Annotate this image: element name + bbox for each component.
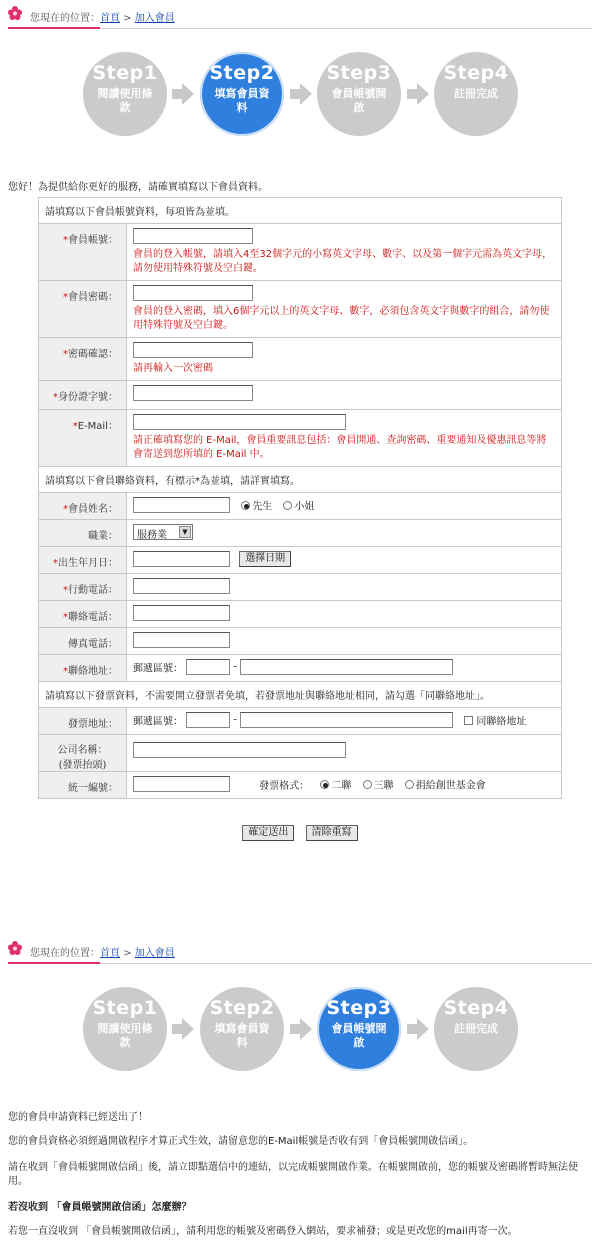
step-progress xyxy=(0,30,600,148)
dash: - xyxy=(233,661,237,673)
email-input[interactable] xyxy=(133,414,346,430)
sent-message: 您的會員申請資料已經送出了！ xyxy=(8,1112,148,1123)
breadcrumb-home-link[interactable]: 首頁 xyxy=(100,948,120,959)
gender-mr-radio[interactable] xyxy=(241,501,250,510)
gender-mr-label: 先生 xyxy=(252,501,273,513)
field-label: *會員姓名： xyxy=(39,493,127,520)
zip-label: 郵遞區號： xyxy=(133,716,183,728)
field-label: *行動電話： xyxy=(39,574,127,601)
field-label: *聯絡地址： xyxy=(39,655,127,682)
same-address-label: 同聯絡地址 xyxy=(476,716,527,728)
invoice-address-input[interactable] xyxy=(240,712,453,728)
confirm-help: 請再輸入一次密碼 xyxy=(133,363,213,374)
step-desc: 閱讀使用條款 xyxy=(97,1022,153,1049)
password-input[interactable] xyxy=(133,285,253,301)
activation-notice: 您的會員資格必須經過開啟程序才算正式生效，請留意您的E-Mail帳號是否收有到「會員帳號開啟信函」。 xyxy=(8,1136,474,1147)
step-desc: 註冊完成 xyxy=(454,87,498,100)
breadcrumb xyxy=(0,0,600,30)
phone-input[interactable] xyxy=(133,605,230,621)
step-2 xyxy=(200,52,284,136)
zip-label: 郵遞區號： xyxy=(133,663,183,675)
tax-id-input[interactable] xyxy=(133,776,230,792)
accent-divider xyxy=(8,27,100,29)
breadcrumb-current-link[interactable]: 加入會員 xyxy=(134,948,175,959)
step-title: Step1 xyxy=(92,62,158,84)
contact-section-header: 請填寫以下會員聯絡資料，有標示*為並填，請詳實填寫。 xyxy=(39,467,562,493)
step-desc: 填寫會員資料 xyxy=(214,87,270,114)
gender-ms-radio[interactable] xyxy=(283,501,292,510)
step-title: Step2 xyxy=(209,62,275,84)
confirmation-section xyxy=(0,935,600,1237)
choose-date-button[interactable]: 選擇日期 xyxy=(239,551,291,567)
reset-button[interactable]: 清除重寫 xyxy=(306,825,358,841)
field-label: 發票地址： xyxy=(39,708,127,735)
field-label: *會員帳號： xyxy=(39,224,127,281)
breadcrumb-prefix: 您現在的位置： xyxy=(30,948,100,959)
breadcrumb-home-link[interactable]: 首頁 xyxy=(100,13,120,24)
company-name-input[interactable] xyxy=(133,742,346,758)
step-desc: 會員帳號開啟 xyxy=(331,1022,387,1049)
activation-instructions: 請在收到「會員帳號開啟信函」後，請立即點選信中的連結，以完成帳號開啟作業。在帳號開啟前，您的帳號及密碼將暫時無法使用。 xyxy=(8,1162,578,1187)
intro-text: 您好！為提供給你更好的服務，請確實填寫以下會員資料。 xyxy=(8,182,268,193)
step-desc: 閱讀使用條款 xyxy=(97,87,153,114)
chevron-down-icon: ▼ xyxy=(179,526,191,538)
step-title: Step3 xyxy=(326,997,392,1019)
step-title: Step4 xyxy=(443,997,509,1019)
breadcrumb-separator: > xyxy=(123,13,132,24)
step-2 xyxy=(200,987,284,1071)
invoice-3-label: 三聯 xyxy=(373,780,394,792)
breadcrumb-separator: > xyxy=(123,948,132,959)
step-1 xyxy=(83,52,167,136)
password-confirm-input[interactable] xyxy=(133,342,253,358)
faq-question: 若沒收到 「會員帳號開啟信函」怎麼辦？ xyxy=(8,1202,192,1213)
mobile-input[interactable] xyxy=(133,578,230,594)
breadcrumb-prefix: 您現在的位置： xyxy=(30,13,100,24)
field-label: 統一編號： xyxy=(39,772,127,799)
field-label: *密碼確認： xyxy=(39,338,127,381)
faq-answer: 若您一直沒收到 「會員帳號開啟信函」，請利用您的帳號及密碼登入網站，要求補發；或是更改您的mail再寄一次。 xyxy=(8,1226,518,1237)
step-3 xyxy=(317,52,401,136)
step-desc: 會員帳號開啟 xyxy=(331,87,387,114)
invoice-2-radio[interactable] xyxy=(320,780,329,789)
step-title: Step1 xyxy=(92,997,158,1019)
flower-icon xyxy=(8,6,22,20)
field-label: *身份證字號： xyxy=(39,381,127,410)
name-input[interactable] xyxy=(133,497,230,513)
form-actions xyxy=(0,825,600,841)
password-help: 會員的登入密碼，填入6個字元以上的英文字母、數字，必須包含英文字與數字的組合，請勿使用特殊符號及空白鍵。 xyxy=(133,306,550,331)
step-title: Step2 xyxy=(209,997,275,1019)
breadcrumb xyxy=(0,935,600,965)
invoice-2-label: 二聯 xyxy=(331,780,352,792)
id-number-input[interactable] xyxy=(133,385,253,401)
field-label: *會員密碼： xyxy=(39,281,127,338)
step-title: Step3 xyxy=(326,62,392,84)
step-desc: 註冊完成 xyxy=(454,1022,498,1035)
field-label: 職業： xyxy=(39,520,127,547)
step-4 xyxy=(434,987,518,1071)
job-select-value: 服務業 xyxy=(137,530,167,541)
dash: - xyxy=(233,714,237,726)
field-label: *聯絡電話： xyxy=(39,601,127,628)
account-help: 會員的登入帳號，請填入4至32個字元的小寫英文字母、數字、以及第一個字元需為英文字母，請勿使用特殊符號及空白鍵。 xyxy=(133,249,553,274)
submit-button[interactable]: 確定送出 xyxy=(242,825,294,841)
email-help: 請正確填寫您的 E-Mail，會員重要訊息包括：會員開通、查詢密碼、重要通知及優惠訊息等將會寄送到您所填的 E-Mail 中。 xyxy=(133,435,547,460)
donate-radio[interactable] xyxy=(405,780,414,789)
same-address-checkbox[interactable] xyxy=(464,716,473,725)
step-3 xyxy=(317,987,401,1071)
accent-divider xyxy=(8,962,100,964)
birthday-input[interactable] xyxy=(133,551,230,567)
job-select[interactable] xyxy=(133,524,193,540)
field-label: *E-Mail： xyxy=(39,410,127,467)
field-label: *出生年月日： xyxy=(39,547,127,574)
account-section-header: 請填寫以下會員帳號資料，每項皆為並填。 xyxy=(39,198,562,224)
invoice-zip-input[interactable] xyxy=(186,712,230,728)
donate-label: 捐給創世基金會 xyxy=(415,780,486,792)
field-label: 傳真電話： xyxy=(39,628,127,655)
flower-icon xyxy=(8,941,22,955)
registration-table xyxy=(38,197,562,799)
step-4 xyxy=(434,52,518,136)
field-label: 公司名稱： (發票抬頭) xyxy=(39,735,127,772)
breadcrumb-current-link[interactable]: 加入會員 xyxy=(134,13,175,24)
fax-input[interactable] xyxy=(133,632,230,648)
gender-ms-label: 小姐 xyxy=(294,501,315,513)
account-input[interactable] xyxy=(133,228,253,244)
invoice-format-label: 發票格式： xyxy=(259,780,310,792)
invoice-3-radio[interactable] xyxy=(363,780,372,789)
step-title: Step4 xyxy=(443,62,509,84)
zip-input[interactable] xyxy=(186,659,230,675)
step-progress xyxy=(0,965,600,1083)
step-1 xyxy=(83,987,167,1071)
invoice-section-header: 請填寫以下發票資料，不需要開立發票者免填，若發票地址與聯絡地址相同，請勾選「同聯絡地址」。 xyxy=(39,682,562,708)
step-desc: 填寫會員資料 xyxy=(214,1022,270,1049)
address-input[interactable] xyxy=(240,659,453,675)
